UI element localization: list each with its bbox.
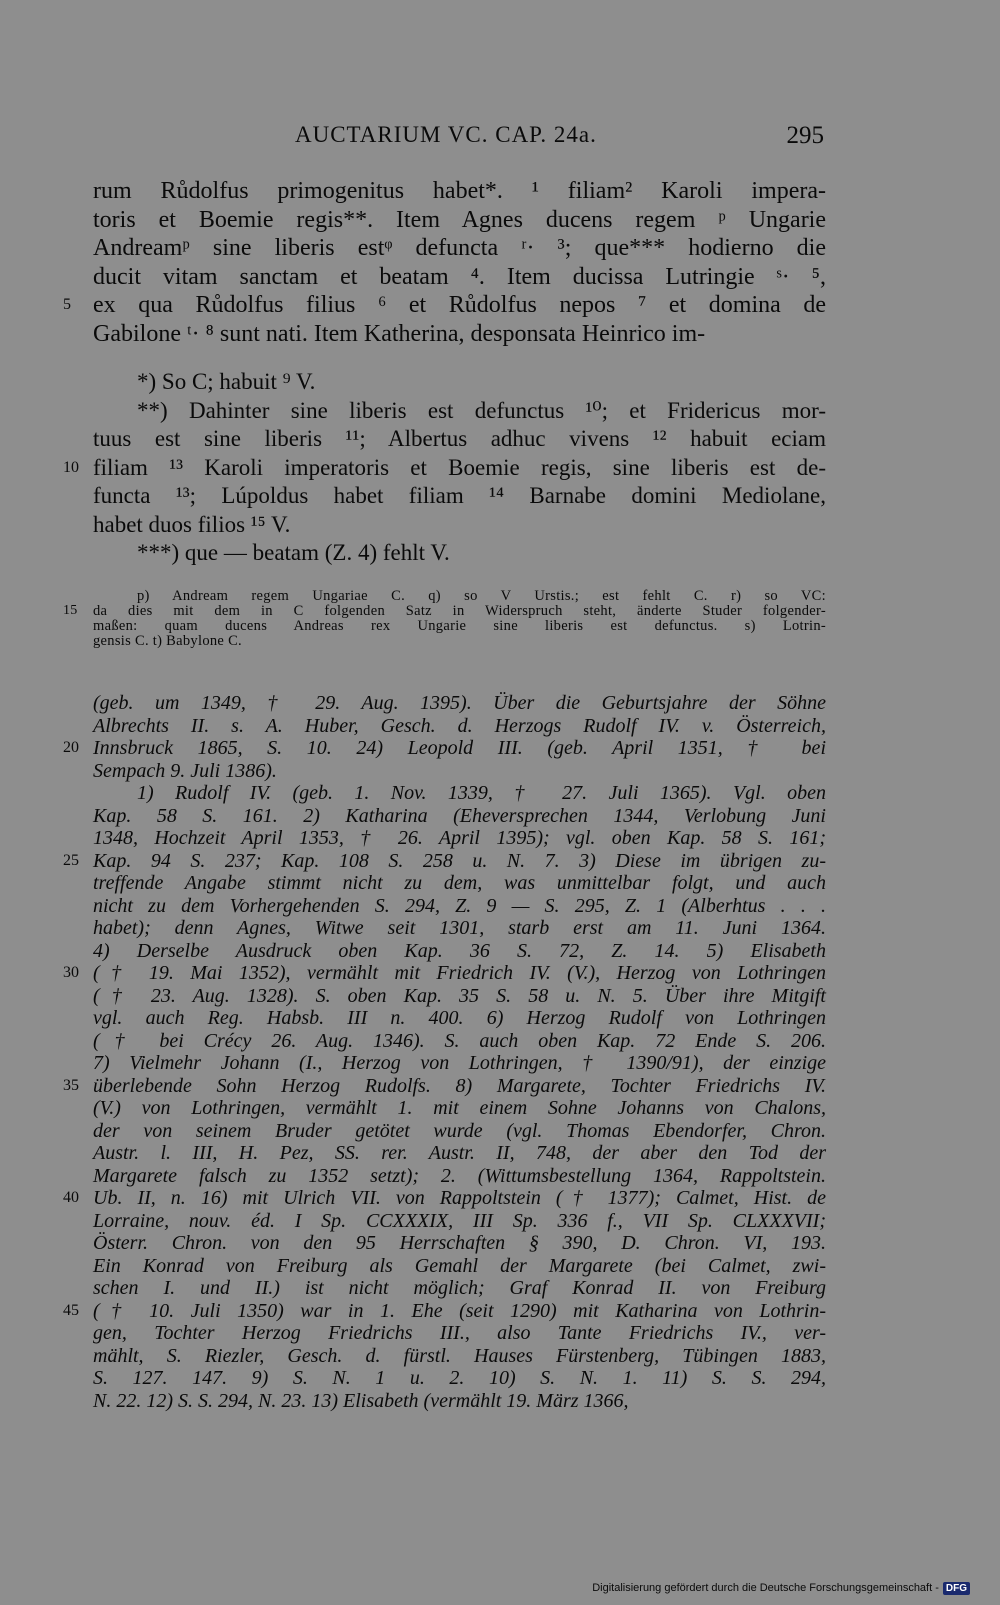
commentary-line (93, 1142, 826, 1165)
commentary-notes (63, 692, 826, 1412)
line-text: 1) Rudolf IV. (geb. 1. Nov. 1339, † 27. Juli 1365). Vgl. oben (137, 782, 826, 804)
line-text: functa ¹³; Lúpoldus habet filiam ¹⁴ Barnabe domini Mediolane, (93, 483, 826, 508)
main-text-line (93, 320, 826, 349)
commentary-line (93, 872, 826, 895)
star-note-line (93, 511, 826, 540)
line-text: gensis C. t) Babylone C. (93, 633, 242, 649)
line-number: 10 (63, 458, 79, 476)
line-text: ***) que — beatam (Z. 4) fehlt V. (137, 540, 450, 565)
line-text: 4) Derselbe Ausdruck oben Kap. 36 S. 72, Z. 14. 5) Elisabeth (93, 939, 826, 962)
line-text: († 10. Juli 1350) war in 1. Ehe (seit 1290) mit Katharina von Lothrin- (93, 1299, 826, 1322)
line-text: überlebende Sohn Herzog Rudolfs. 8) Margarete, Tochter Friedrichs IV. (93, 1074, 826, 1097)
main-text (63, 177, 826, 348)
commentary-line (93, 827, 826, 850)
line-text: der von seinem Bruder getötet wurde (vgl. Thomas Ebendorfer, Chron. (93, 1119, 826, 1142)
commentary-line (63, 737, 826, 760)
line-text: Lorraine, nouv. éd. I Sp. CCXXXIX, III Sp. 336 f., VII Sp. CLXXXVII; (93, 1209, 826, 1232)
commentary-line (93, 940, 826, 963)
line-text: Kap. 58 S. 161. 2) Katharina (Eheversprechen 1344, Verlobung Juni (93, 804, 826, 827)
line-text: toris et Boemie regis**. Item Agnes ducens regem ᵖ Ungarie (93, 206, 826, 233)
credit-text: Digitalisierung gefördert durch die Deutsche Forschungsgemeinschaft - (592, 1582, 939, 1594)
line-text: ex qua Růdolfus filius ⁶ et Růdolfus nepos ⁷ et domina de (93, 292, 826, 318)
line-text: rum Růdolfus primogenitus habet*. ¹ filiam² Karoli impera- (93, 178, 826, 204)
commentary-line (93, 1097, 826, 1120)
commentary-line (93, 1030, 826, 1053)
line-text: Albrechts II. s. A. Huber, Gesch. d. Herzogs Rudolf IV. v. Österreich, (93, 714, 826, 737)
critical-apparatus (63, 588, 826, 649)
commentary-line (63, 849, 826, 873)
main-text-line (93, 234, 826, 263)
apparatus-line (93, 588, 826, 603)
star-note-line (63, 454, 826, 483)
line-text: ducit vitam sanctam et beatam ⁴. Item ducissa Lutringie ˢ· ⁵, (93, 263, 826, 290)
line-number: 40 (63, 1189, 79, 1206)
line-number: 25 (63, 851, 79, 869)
line-text: Ub. II, n. 16) mit Ulrich VII. von Rappoltstein († 1377); Calmet, Hist. de (93, 1187, 826, 1209)
line-text: († 23. Aug. 1328). S. oben Kap. 35 S. 58 u. N. 5. Über ihre Mitgift (93, 984, 826, 1007)
commentary-line (93, 1367, 826, 1390)
commentary-line (93, 1390, 826, 1413)
commentary-line (93, 1277, 826, 1300)
star-note-line (93, 397, 826, 426)
line-text: S. 127. 147. 9) S. N. 1 u. 2. 10) S. N. 1. 11) S. S. 294, (93, 1367, 826, 1389)
main-text-line (93, 206, 826, 235)
commentary-line (93, 1210, 826, 1233)
commentary-line (93, 985, 826, 1008)
commentary-line (63, 1299, 826, 1323)
main-text-line (93, 177, 826, 206)
line-text: mählt, S. Riezler, Gesch. d. fürstl. Hauses Fürstenberg, Tübingen 1883, (93, 1344, 826, 1367)
line-text: habet duos filios ¹⁵ V. (93, 511, 291, 537)
page-number: 295 (786, 122, 824, 149)
commentary-line (93, 1322, 826, 1345)
star-note-line (93, 425, 826, 454)
commentary-line (93, 1255, 826, 1278)
running-title: AUCTARIUM VC. CAP. 24a. (295, 122, 597, 147)
commentary-line (93, 917, 826, 940)
line-text: treffende Angabe stimmt nicht zu dem, was unmittelbar folgt, und auch (93, 872, 826, 894)
line-text: Ein Konrad von Freiburg als Gemahl der Margarete (bei Calmet, zwi- (93, 1254, 826, 1277)
line-text: Andreamᵖ sine liberis estᵠ defuncta ʳ· ³; que*** hodierno die (93, 235, 826, 261)
line-text: Margarete falsch zu 1352 setzt); 2. (Wittumsbestellung 1364, Rappoltstein. (93, 1164, 826, 1187)
line-text: vgl. auch Reg. Habsb. III n. 400. 6) Herzog Rudolf von Lothringen (93, 1007, 826, 1029)
line-text: schen I. und II.) ist nicht möglich; Graf Konrad II. von Freiburg (93, 1277, 826, 1299)
apparatus-line (63, 603, 826, 619)
commentary-line (93, 1345, 826, 1368)
line-text: gen, Tochter Herzog Friedrichs III., also Tante Friedrichs IV., ver- (93, 1322, 826, 1344)
commentary-line (93, 1232, 826, 1255)
line-text: da dies mit dem in C folgenden Satz in Widerspruch steht, änderte Studer folgender- (93, 603, 826, 619)
commentary-line (93, 782, 826, 805)
dfg-logo: DFG (943, 1582, 970, 1595)
digitization-credit (592, 1579, 970, 1597)
line-text: N. 22. 12) S. S. 294, N. 23. 13) Elisabeth (vermählt 19. März 1366, (93, 1389, 629, 1412)
commentary-line (93, 715, 826, 738)
line-text: 1348, Hochzeit April 1353, † 26. April 1395); vgl. oben Kap. 58 S. 161; (93, 827, 826, 849)
commentary-line (93, 1052, 826, 1075)
line-text: habet); denn Agnes, Witwe seit 1301, starb erst am 11. Juni 1364. (93, 917, 826, 939)
line-number: 35 (63, 1076, 79, 1094)
star-footnotes (63, 368, 826, 568)
line-text: p) Andream regem Ungariae C. q) so V Urstis.; est fehlt C. r) so VC: (137, 588, 826, 604)
line-text: (geb. um 1349, † 29. Aug. 1395). Über die Geburtsjahre der Söhne (93, 692, 826, 714)
line-text: Austr. l. III, H. Pez, SS. rer. Austr. II, 748, der aber den Tod der (93, 1142, 826, 1164)
line-number: 20 (63, 739, 79, 756)
line-text: tuus est sine liberis ¹¹; Albertus adhuc vivens ¹² habuit eciam (93, 426, 826, 451)
line-text: nicht zu dem Vorhergehenden S. 294, Z. 9 — S. 295, Z. 1 (Alberhtus . . . (93, 894, 826, 917)
commentary-line (93, 895, 826, 918)
line-text: (V.) von Lothringen, vermählt 1. mit einem Sohne Johanns von Chalons, (93, 1097, 826, 1119)
line-text: Kap. 94 S. 237; Kap. 108 S. 258 u. N. 7. 3) Diese im übrigen zu- (93, 849, 826, 872)
line-text: Sempach 9. Juli 1386). (93, 759, 277, 782)
line-text: filiam ¹³ Karoli imperatoris et Boemie regis, sine liberis est de- (93, 454, 826, 480)
line-number: 30 (63, 964, 79, 981)
star-note-line (93, 539, 826, 568)
line-text: († 19. Mai 1352), vermählt mit Friedrich IV. (V.), Herzog von Lothringen (93, 962, 826, 984)
line-text: Österr. Chron. von den 95 Herrschaften § 390, D. Chron. VI, 193. (93, 1232, 826, 1254)
commentary-line (93, 692, 826, 715)
star-note-line (93, 368, 826, 397)
line-text: maßen: quam ducens Andreas rex Ungarie sine liberis est defunctus. s) Lotrin- (93, 618, 826, 634)
commentary-line (93, 1120, 826, 1143)
commentary-line (93, 805, 826, 828)
star-note-line (93, 482, 826, 511)
line-text: († bei Crécy 26. Aug. 1346). S. auch oben Kap. 72 Ende S. 206. (93, 1029, 826, 1052)
main-text-line (93, 263, 826, 292)
line-text: Innsbruck 1865, S. 10. 24) Leopold III. (geb. April 1351, † bei (93, 737, 826, 759)
line-text: *) So C; habuit ⁹ V. (137, 369, 316, 394)
line-number: 5 (63, 296, 71, 313)
commentary-line (93, 1007, 826, 1030)
apparatus-line (93, 633, 826, 648)
commentary-line (93, 760, 826, 783)
commentary-line (63, 962, 826, 985)
apparatus-line (93, 618, 826, 633)
line-number: 45 (63, 1301, 79, 1319)
line-text: **) Dahinter sine liberis est defunctus ¹⁰; et Fridericus mor- (137, 397, 826, 423)
commentary-line (93, 1165, 826, 1188)
commentary-line (63, 1074, 826, 1098)
line-text: 7) Vielmehr Johann (I., Herzog von Lothringen, † 1390/91), der einzige (93, 1052, 826, 1074)
line-text: Gabilone ᵗ· ⁸ sunt nati. Item Katherina, desponsata Heinrico im- (93, 320, 706, 347)
commentary-line (63, 1187, 826, 1210)
page-header (0, 122, 1000, 156)
line-number: 15 (63, 603, 78, 618)
main-text-line (63, 291, 826, 320)
